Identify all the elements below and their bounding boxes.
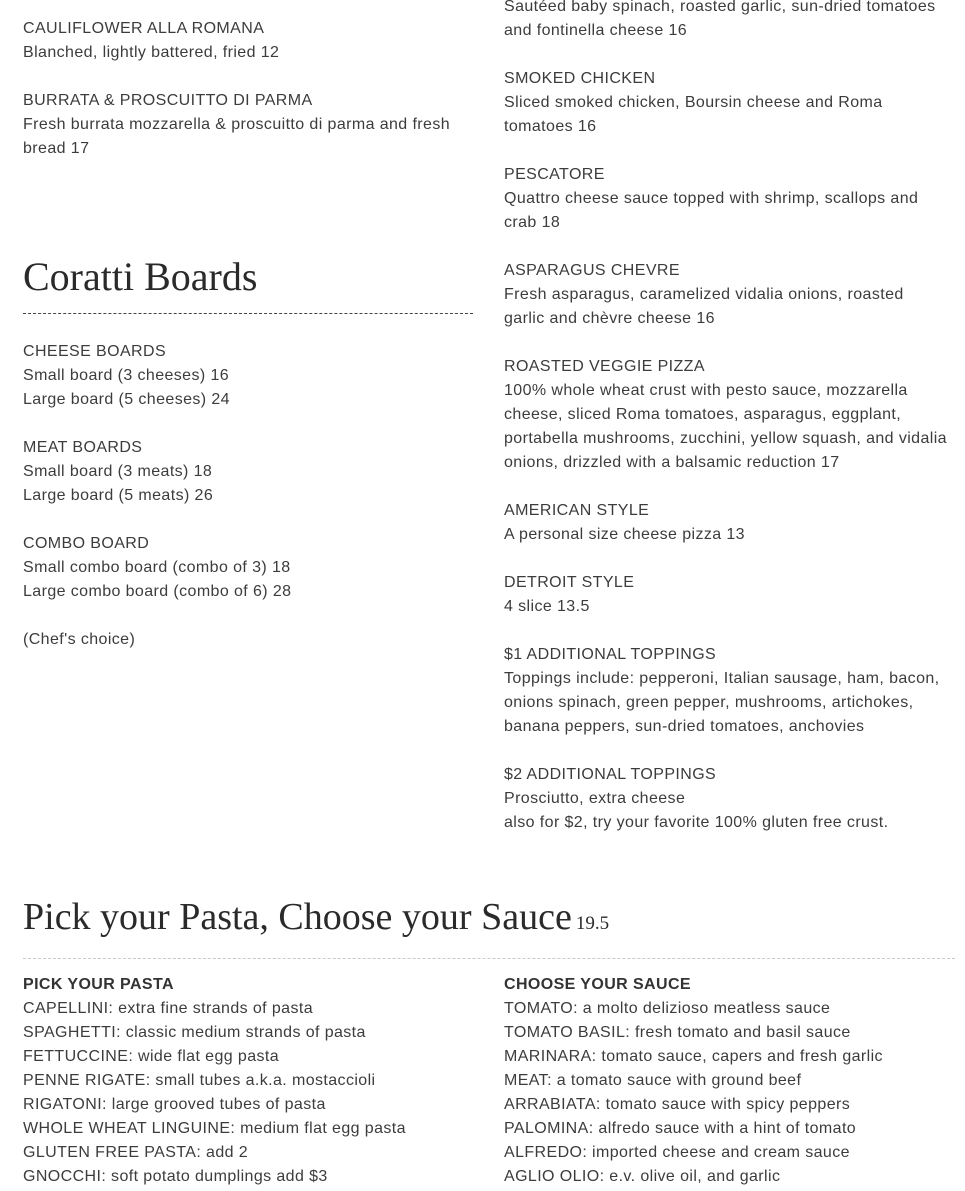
sauce-option: ARRABIATA: tomato sauce with spicy peppers <box>504 1096 851 1113</box>
menu-item <box>504 499 949 547</box>
item-name: PESCATORE <box>504 166 605 183</box>
menu-item <box>23 532 473 604</box>
item-name: ROASTED VEGGIE PIZZA <box>504 358 705 375</box>
item-line: Large board (5 meats) 26 <box>23 487 214 504</box>
sauce-option: TOMATO BASIL: fresh tomato and basil sauce <box>504 1024 851 1041</box>
pasta-list <box>23 973 473 1189</box>
item-name: MEAT BOARDS <box>23 439 143 456</box>
item-name: AMERICAN STYLE <box>504 502 650 519</box>
item-note: also for $2, try your favorite 100% gluten free crust. <box>504 814 889 831</box>
appetizers-list <box>23 17 473 185</box>
menu-item <box>504 571 949 619</box>
sauce-option: ALFREDO: imported cheese and cream sauce <box>504 1144 850 1161</box>
item-description: Quattro cheese sauce topped with shrimp, scallops and crab 18 <box>504 190 919 231</box>
item-description: Toppings include: pepperoni, Italian sausage, ham, bacon, onions spinach, green pepper, mushrooms, artichokes, banana peppers, sun-dried tomatoes, anchovies <box>504 670 940 735</box>
item-name: DETROIT STYLE <box>504 574 635 591</box>
item-name: COMBO BOARD <box>23 535 150 552</box>
menu-item <box>504 0 949 43</box>
item-line: Large combo board (combo of 6) 28 <box>23 583 292 600</box>
menu-item <box>23 17 473 65</box>
sauce-option: MEAT: a tomato sauce with ground beef <box>504 1072 802 1089</box>
pasta-price: 19.5 <box>575 913 610 934</box>
pasta-option: WHOLE WHEAT LINGUINE: medium flat egg pasta <box>23 1120 406 1137</box>
pasta-option: CAPELLINI: extra fine strands of pasta <box>23 1000 314 1017</box>
item-description: 4 slice 13.5 <box>504 598 590 615</box>
boards-note: (Chef's choice) <box>23 631 136 648</box>
section-title-boards: Coratti Boards <box>23 254 258 299</box>
item-description: Blanched, lightly battered, fried 12 <box>23 44 280 61</box>
item-description: Sautéed baby spinach, roasted garlic, sun-dried tomatoes and fontinella cheese 16 <box>504 0 936 39</box>
item-name: CAULIFLOWER ALLA ROMANA <box>23 20 265 37</box>
sauce-option: TOMATO: a molto delizioso meatless sauce <box>504 1000 831 1017</box>
pasta-title: Pick your Pasta, Choose your Sauce <box>23 896 572 938</box>
menu-item <box>504 163 949 235</box>
menu-item <box>504 643 949 739</box>
item-line: Large board (5 cheeses) 24 <box>23 391 230 408</box>
item-line: Small combo board (combo of 3) 18 <box>23 559 291 576</box>
item-line: Small board (3 cheeses) 16 <box>23 367 230 384</box>
menu-item <box>23 89 473 161</box>
boards-list <box>23 340 473 676</box>
item-name: ASPARAGUS CHEVRE <box>504 262 680 279</box>
item-description: Fresh asparagus, caramelized vidalia onions, roasted garlic and chèvre cheese 16 <box>504 286 904 327</box>
item-description: Sliced smoked chicken, Boursin cheese and Roma tomatoes 16 <box>504 94 883 135</box>
menu-item <box>23 436 473 508</box>
pasta-option: RIGATONI: large grooved tubes of pasta <box>23 1096 326 1113</box>
section-divider <box>23 958 955 959</box>
item-name: SMOKED CHICKEN <box>504 70 656 87</box>
item-name: CHEESE BOARDS <box>23 343 167 360</box>
item-name: $2 ADDITIONAL TOPPINGS <box>504 766 717 783</box>
menu-item <box>504 763 949 835</box>
sauce-option: AGLIO OLIO: e.v. olive oil, and garlic <box>504 1168 781 1185</box>
sauce-heading: CHOOSE YOUR SAUCE <box>504 976 691 993</box>
section-title-pasta <box>23 893 609 948</box>
section-divider <box>23 313 473 314</box>
menu-item <box>23 340 473 412</box>
pasta-option: PENNE RIGATE: small tubes a.k.a. mostaccioli <box>23 1072 376 1089</box>
menu-item <box>504 67 949 139</box>
menu-item <box>504 355 949 475</box>
pizza-list <box>504 0 949 859</box>
pasta-option: FETTUCCINE: wide flat egg pasta <box>23 1048 280 1065</box>
sauce-option: PALOMINA: alfredo sauce with a hint of tomato <box>504 1120 857 1137</box>
sauce-option: MARINARA: tomato sauce, capers and fresh garlic <box>504 1048 883 1065</box>
item-name: $1 ADDITIONAL TOPPINGS <box>504 646 717 663</box>
sauce-list <box>504 973 954 1189</box>
item-description: Fresh burrata mozzarella & proscuitto di parma and fresh bread 17 <box>23 116 451 157</box>
pasta-option: SPAGHETTI: classic medium strands of pasta <box>23 1024 366 1041</box>
pasta-option: GNOCCHI: soft potato dumplings add $3 <box>23 1168 328 1185</box>
pasta-option: GLUTEN FREE PASTA: add 2 <box>23 1144 249 1161</box>
item-description: Prosciutto, extra cheese <box>504 790 686 807</box>
item-description: A personal size cheese pizza 13 <box>504 526 745 543</box>
item-description: 100% whole wheat crust with pesto sauce, mozzarella cheese, sliced Roma tomatoes, asparagus, eggplant, portabella mushrooms, zucchini, yellow squash, and vidalia onions, drizzled with a balsamic reduction 17 <box>504 382 947 471</box>
pasta-heading: PICK YOUR PASTA <box>23 976 174 993</box>
item-name: BURRATA & PROSCUITTO DI PARMA <box>23 92 313 109</box>
item-line: Small board (3 meats) 18 <box>23 463 213 480</box>
menu-item <box>504 259 949 331</box>
